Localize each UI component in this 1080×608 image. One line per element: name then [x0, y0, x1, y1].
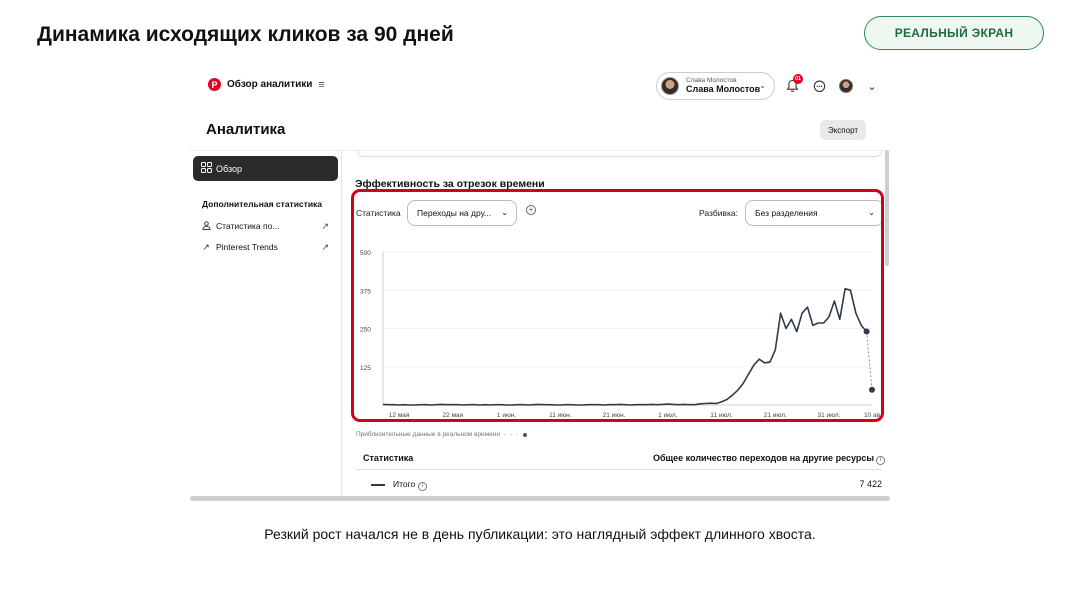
metric-label: Статистика	[356, 208, 401, 218]
realtime-note: Приблизительные данные в реальном времени	[356, 431, 500, 438]
table-row-label: Итого i	[393, 479, 427, 491]
sidebar-item-audience-stats[interactable]	[201, 220, 329, 232]
y-tick-label: 375	[360, 288, 371, 296]
chevron-down-icon[interactable]: ⌄	[867, 80, 877, 93]
person-icon	[201, 221, 211, 232]
vertical-scrollbar[interactable]	[885, 150, 889, 266]
notification-badge: 01	[794, 76, 802, 82]
chevron-down-icon: ⌄	[759, 81, 766, 90]
page-title: Аналитика	[206, 121, 286, 138]
panel-title: Эффективность за отрезок времени	[355, 178, 545, 190]
analytics-screenshot	[190, 64, 891, 503]
slide-caption: Резкий рост начался не в день публикации: это наглядный эффект длинного хвоста.	[264, 526, 816, 542]
x-tick-label: 11 июл.	[710, 412, 733, 419]
pinterest-logo-icon: P	[208, 78, 221, 91]
table-header-metric: Статистика	[363, 453, 414, 463]
messages-icon[interactable]	[811, 78, 827, 94]
table-row-value: 7 422	[859, 479, 882, 489]
sidebar-item-label: Обзор	[216, 163, 242, 174]
brand-label: Обзор аналитики	[227, 79, 313, 90]
x-tick-label: 21 июн.	[602, 412, 626, 419]
avatar	[661, 77, 679, 95]
info-icon[interactable]: i	[418, 482, 427, 491]
sidebar-section-title: Дополнительная статистика	[202, 199, 323, 209]
horizontal-scrollbar[interactable]	[190, 496, 890, 501]
sidebar-item-trends[interactable]	[201, 241, 329, 253]
external-link-icon: ↗	[321, 241, 329, 252]
table-divider	[356, 469, 882, 470]
account-label-small: Слава Молостов	[686, 76, 737, 84]
split-select-value: Без разделения	[755, 208, 818, 218]
x-tick-label: 22 мая	[442, 412, 464, 419]
screen-badge: РЕАЛЬНЫЙ ЭКРАН	[864, 16, 1044, 50]
x-tick-label: 21 июл.	[763, 412, 787, 419]
card-edge	[357, 150, 882, 157]
external-link-icon: ↗	[321, 220, 329, 231]
y-tick-label: 250	[360, 326, 371, 334]
add-metric-icon[interactable]: +	[526, 205, 536, 215]
sidebar-item-overview[interactable]	[193, 156, 338, 181]
brand[interactable]	[208, 78, 325, 91]
export-button[interactable]: Экспорт	[820, 120, 866, 140]
x-tick-label: 31 июл.	[817, 412, 841, 419]
y-tick-label: 500	[360, 250, 371, 257]
sidebar-item-label: Pinterest Trends	[216, 242, 278, 252]
x-tick-label: 1 июн.	[496, 412, 517, 419]
series-color-key	[371, 484, 385, 486]
realtime-legend	[356, 431, 527, 438]
profile-avatar[interactable]	[838, 78, 854, 94]
account-name: Слава Молостов	[686, 83, 761, 94]
chevron-down-icon: ⌄	[868, 208, 875, 217]
table-header-total: Общее количество переходов на другие ресурсы i	[653, 453, 885, 465]
dashed-line-icon: - - -	[503, 431, 520, 438]
y-tick-label: 125	[360, 364, 371, 372]
x-tick-label: 12 мая	[388, 412, 410, 419]
split-label: Разбивка:	[699, 208, 738, 218]
info-icon[interactable]: i	[876, 456, 885, 465]
trend-icon: ↗	[202, 241, 210, 252]
highlight-frame	[351, 189, 884, 422]
menu-icon[interactable]: ≡	[318, 78, 325, 91]
chevron-down-icon: ⌄	[501, 208, 508, 217]
grid-icon	[201, 162, 212, 175]
metric-select-value: Переходы на дру...	[417, 208, 492, 218]
account-switcher[interactable]	[656, 72, 775, 100]
bell-icon[interactable]	[784, 78, 800, 94]
divider	[341, 151, 342, 497]
x-tick-label: 1 июл.	[658, 412, 678, 419]
dot-icon	[523, 433, 527, 437]
x-tick-label: 10 ав	[863, 412, 881, 419]
slide-title: Динамика исходящих кликов за 90 дней	[37, 23, 454, 46]
x-tick-label: 11 июн.	[549, 412, 572, 419]
sidebar-item-label: Статистика по...	[216, 221, 280, 231]
